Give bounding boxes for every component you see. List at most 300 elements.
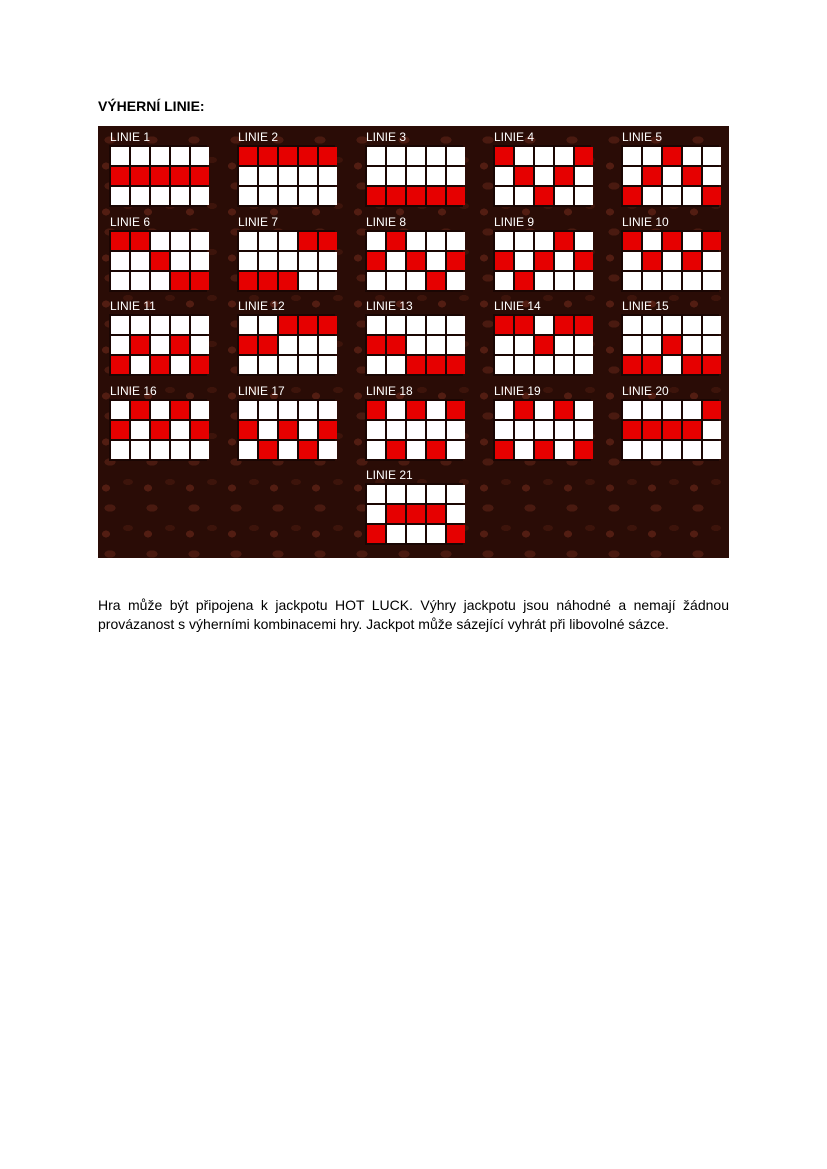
line-cell bbox=[555, 336, 573, 354]
line-cell-active bbox=[535, 252, 553, 270]
line-cell bbox=[663, 316, 681, 334]
line-cell-active bbox=[111, 232, 129, 250]
line-cell bbox=[683, 441, 701, 459]
line-cell bbox=[299, 356, 317, 374]
line-cell bbox=[191, 252, 209, 270]
line-cell bbox=[663, 401, 681, 419]
line-cell bbox=[703, 316, 721, 334]
line-cell-active bbox=[367, 336, 385, 354]
line-cell bbox=[407, 485, 425, 503]
line-cell bbox=[279, 187, 297, 205]
line-card bbox=[103, 216, 205, 292]
line-cell bbox=[663, 187, 681, 205]
line-cell-active bbox=[535, 336, 553, 354]
line-cell bbox=[191, 401, 209, 419]
line-cell bbox=[111, 252, 129, 270]
line-cell-active bbox=[299, 147, 317, 165]
line-cell-active bbox=[171, 272, 189, 290]
line-cell bbox=[575, 232, 593, 250]
line-cell bbox=[387, 485, 405, 503]
line-cell bbox=[259, 401, 277, 419]
line-cell-active bbox=[111, 421, 129, 439]
line-card bbox=[103, 131, 205, 207]
line-cell bbox=[171, 147, 189, 165]
line-cell-active bbox=[367, 401, 385, 419]
line-cell-active bbox=[259, 147, 277, 165]
line-cell bbox=[387, 525, 405, 543]
line-cell bbox=[279, 356, 297, 374]
line-cell bbox=[191, 336, 209, 354]
line-cell-active bbox=[367, 252, 385, 270]
line-label: LINIE 11 bbox=[110, 299, 156, 313]
line-cell bbox=[683, 401, 701, 419]
line-cell bbox=[407, 272, 425, 290]
line-grid bbox=[237, 145, 335, 207]
line-cell bbox=[299, 336, 317, 354]
line-cell bbox=[535, 401, 553, 419]
line-cell bbox=[703, 441, 721, 459]
line-card bbox=[487, 216, 589, 292]
line-cell bbox=[555, 252, 573, 270]
line-grid bbox=[493, 145, 591, 207]
line-cell-active bbox=[703, 232, 721, 250]
line-card bbox=[359, 216, 461, 292]
line-cell-active bbox=[111, 356, 129, 374]
line-cell bbox=[367, 316, 385, 334]
line-grid bbox=[109, 145, 207, 207]
line-cell bbox=[663, 441, 681, 459]
line-cell bbox=[427, 336, 445, 354]
line-cell-active bbox=[191, 421, 209, 439]
line-card bbox=[615, 385, 717, 461]
line-cell bbox=[319, 272, 337, 290]
line-grid bbox=[237, 314, 335, 376]
line-cell-active bbox=[191, 167, 209, 185]
line-label: LINIE 14 bbox=[494, 299, 541, 313]
line-cell bbox=[111, 336, 129, 354]
line-cell bbox=[239, 252, 257, 270]
line-cell-active bbox=[555, 232, 573, 250]
line-cell bbox=[643, 232, 661, 250]
line-cell bbox=[427, 401, 445, 419]
line-card bbox=[359, 300, 461, 376]
line-cell bbox=[239, 441, 257, 459]
line-cell bbox=[171, 187, 189, 205]
line-label: LINIE 12 bbox=[238, 299, 285, 313]
line-cell-active bbox=[495, 252, 513, 270]
line-cell-active bbox=[643, 252, 661, 270]
line-cell bbox=[191, 147, 209, 165]
line-cell bbox=[319, 167, 337, 185]
line-cell bbox=[367, 232, 385, 250]
line-cell bbox=[683, 316, 701, 334]
line-cell bbox=[663, 356, 681, 374]
section-heading: VÝHERNÍ LINIE: bbox=[98, 98, 205, 114]
line-grid bbox=[365, 399, 463, 461]
line-cell bbox=[367, 272, 385, 290]
line-grid bbox=[493, 314, 591, 376]
line-cell bbox=[131, 441, 149, 459]
line-cell bbox=[131, 187, 149, 205]
line-cell-active bbox=[623, 421, 641, 439]
line-label: LINIE 5 bbox=[622, 130, 663, 144]
line-cell-active bbox=[131, 401, 149, 419]
line-cell bbox=[111, 272, 129, 290]
line-cell bbox=[495, 421, 513, 439]
line-cell bbox=[111, 147, 129, 165]
line-card bbox=[231, 216, 333, 292]
line-cell-active bbox=[171, 167, 189, 185]
line-cell-active bbox=[703, 401, 721, 419]
line-cell bbox=[239, 356, 257, 374]
line-cell-active bbox=[111, 167, 129, 185]
line-cell bbox=[643, 401, 661, 419]
line-cell-active bbox=[575, 147, 593, 165]
line-grid bbox=[237, 399, 335, 461]
line-cell bbox=[447, 316, 465, 334]
line-cell bbox=[111, 401, 129, 419]
line-cell bbox=[555, 356, 573, 374]
line-cell bbox=[515, 232, 533, 250]
line-cell bbox=[447, 272, 465, 290]
line-cell bbox=[299, 252, 317, 270]
line-cell-active bbox=[387, 505, 405, 523]
line-cell bbox=[407, 336, 425, 354]
line-cell bbox=[131, 147, 149, 165]
line-cell bbox=[387, 167, 405, 185]
line-cell bbox=[239, 316, 257, 334]
line-cell bbox=[683, 272, 701, 290]
line-cell bbox=[703, 167, 721, 185]
line-cell bbox=[171, 232, 189, 250]
line-cell bbox=[427, 252, 445, 270]
line-cell-active bbox=[131, 232, 149, 250]
line-cell bbox=[191, 232, 209, 250]
line-cell bbox=[171, 441, 189, 459]
line-cell bbox=[367, 505, 385, 523]
line-cell-active bbox=[131, 167, 149, 185]
line-cell-active bbox=[407, 187, 425, 205]
line-cell-active bbox=[643, 421, 661, 439]
line-cell bbox=[575, 187, 593, 205]
line-cell-active bbox=[171, 336, 189, 354]
line-cell bbox=[683, 232, 701, 250]
line-cell bbox=[515, 356, 533, 374]
line-cell bbox=[555, 272, 573, 290]
line-cell bbox=[319, 336, 337, 354]
line-cell-active bbox=[279, 272, 297, 290]
line-cell-active bbox=[427, 187, 445, 205]
line-cell bbox=[171, 421, 189, 439]
line-card bbox=[231, 131, 333, 207]
line-grid bbox=[365, 145, 463, 207]
line-cell bbox=[259, 232, 277, 250]
line-cell bbox=[555, 421, 573, 439]
line-cell-active bbox=[447, 401, 465, 419]
line-cell-active bbox=[495, 441, 513, 459]
line-cell bbox=[191, 316, 209, 334]
line-cell bbox=[367, 421, 385, 439]
line-cell bbox=[111, 316, 129, 334]
line-cell bbox=[703, 252, 721, 270]
line-cell bbox=[623, 272, 641, 290]
line-cell bbox=[279, 336, 297, 354]
line-cell bbox=[239, 167, 257, 185]
line-grid bbox=[621, 145, 719, 207]
line-grid bbox=[493, 399, 591, 461]
line-cell-active bbox=[683, 421, 701, 439]
line-cell-active bbox=[239, 421, 257, 439]
line-grid bbox=[109, 314, 207, 376]
line-cell bbox=[447, 336, 465, 354]
line-cell bbox=[427, 167, 445, 185]
line-cell bbox=[535, 232, 553, 250]
line-cell bbox=[111, 441, 129, 459]
line-cell-active bbox=[259, 441, 277, 459]
line-label: LINIE 9 bbox=[494, 215, 535, 229]
line-label: LINIE 13 bbox=[366, 299, 413, 313]
line-label: LINIE 10 bbox=[622, 215, 669, 229]
winning-lines-panel bbox=[98, 126, 729, 558]
line-cell bbox=[367, 356, 385, 374]
line-cell-active bbox=[535, 441, 553, 459]
line-cell bbox=[131, 316, 149, 334]
line-card bbox=[359, 131, 461, 207]
line-cell-active bbox=[259, 336, 277, 354]
line-card bbox=[615, 300, 717, 376]
line-cell-active bbox=[191, 356, 209, 374]
line-cell bbox=[623, 147, 641, 165]
line-cell-active bbox=[535, 187, 553, 205]
line-label: LINIE 6 bbox=[110, 215, 151, 229]
line-cell bbox=[111, 187, 129, 205]
line-label: LINIE 2 bbox=[238, 130, 279, 144]
line-cell bbox=[427, 421, 445, 439]
line-cell-active bbox=[407, 356, 425, 374]
line-cell bbox=[515, 441, 533, 459]
line-cell bbox=[319, 356, 337, 374]
line-card bbox=[359, 469, 461, 545]
line-cell bbox=[151, 147, 169, 165]
line-card bbox=[615, 216, 717, 292]
line-cell bbox=[387, 421, 405, 439]
line-cell bbox=[239, 187, 257, 205]
line-cell bbox=[703, 272, 721, 290]
line-card bbox=[231, 300, 333, 376]
line-cell-active bbox=[555, 316, 573, 334]
line-cell bbox=[555, 441, 573, 459]
line-cell-active bbox=[623, 356, 641, 374]
line-cell bbox=[319, 401, 337, 419]
line-cell-active bbox=[447, 187, 465, 205]
line-cell bbox=[299, 421, 317, 439]
line-cell bbox=[555, 187, 573, 205]
line-cell bbox=[575, 356, 593, 374]
line-label: LINIE 1 bbox=[110, 130, 151, 144]
line-cell bbox=[495, 187, 513, 205]
line-cell bbox=[259, 167, 277, 185]
line-cell bbox=[387, 316, 405, 334]
line-cell-active bbox=[623, 187, 641, 205]
line-cell bbox=[447, 421, 465, 439]
line-cell bbox=[151, 272, 169, 290]
line-card bbox=[487, 131, 589, 207]
line-cell-active bbox=[495, 316, 513, 334]
line-cell bbox=[683, 147, 701, 165]
line-grid bbox=[365, 230, 463, 292]
line-cell-active bbox=[663, 232, 681, 250]
line-cell bbox=[259, 421, 277, 439]
line-cell bbox=[171, 252, 189, 270]
line-cell bbox=[131, 356, 149, 374]
line-cell-active bbox=[259, 272, 277, 290]
line-cell-active bbox=[427, 356, 445, 374]
jackpot-description: Hra může být připojena k jackpotu HOT LUCK. Výhry jackpotu jsou náhodné a nemají žádnou provázanost s výherními kombinacemi hry. Jackpot může sázející vyhrát při libovolné sázce. bbox=[98, 597, 729, 632]
line-cell-active bbox=[387, 441, 405, 459]
line-grid bbox=[109, 399, 207, 461]
line-cell bbox=[131, 272, 149, 290]
line-cell bbox=[535, 167, 553, 185]
line-cell bbox=[259, 252, 277, 270]
line-cell-active bbox=[387, 232, 405, 250]
line-cell bbox=[623, 441, 641, 459]
line-cell bbox=[387, 147, 405, 165]
line-cell bbox=[683, 187, 701, 205]
line-label: LINIE 16 bbox=[110, 384, 157, 398]
line-cell-active bbox=[367, 525, 385, 543]
line-cell-active bbox=[683, 167, 701, 185]
line-grid bbox=[365, 483, 463, 545]
line-cell bbox=[151, 187, 169, 205]
line-cell bbox=[407, 147, 425, 165]
line-cell bbox=[407, 421, 425, 439]
line-cell bbox=[515, 252, 533, 270]
line-cell-active bbox=[515, 167, 533, 185]
line-cell bbox=[447, 485, 465, 503]
line-cell-active bbox=[407, 401, 425, 419]
line-cell-active bbox=[683, 252, 701, 270]
line-cell bbox=[279, 441, 297, 459]
line-cell bbox=[259, 316, 277, 334]
line-cell-active bbox=[131, 336, 149, 354]
line-card bbox=[487, 385, 589, 461]
line-cell bbox=[623, 336, 641, 354]
line-cell-active bbox=[703, 356, 721, 374]
line-cell-active bbox=[191, 272, 209, 290]
line-cell bbox=[643, 147, 661, 165]
line-cell bbox=[387, 401, 405, 419]
line-cell bbox=[367, 485, 385, 503]
line-cell bbox=[279, 167, 297, 185]
line-cell-active bbox=[299, 232, 317, 250]
line-cell-active bbox=[515, 316, 533, 334]
line-grid bbox=[493, 230, 591, 292]
line-label: LINIE 4 bbox=[494, 130, 535, 144]
line-cell bbox=[575, 167, 593, 185]
line-cell-active bbox=[407, 505, 425, 523]
line-cell-active bbox=[427, 505, 445, 523]
line-cell bbox=[319, 187, 337, 205]
line-cell-active bbox=[427, 441, 445, 459]
line-cell-active bbox=[663, 147, 681, 165]
line-cell bbox=[447, 232, 465, 250]
line-cell bbox=[703, 147, 721, 165]
line-cell bbox=[643, 336, 661, 354]
line-cell bbox=[367, 167, 385, 185]
line-cell bbox=[427, 316, 445, 334]
line-card bbox=[103, 385, 205, 461]
line-grid bbox=[109, 230, 207, 292]
line-cell bbox=[663, 167, 681, 185]
line-cell-active bbox=[663, 336, 681, 354]
line-cell-active bbox=[703, 187, 721, 205]
line-cell bbox=[151, 401, 169, 419]
line-cell-active bbox=[447, 525, 465, 543]
line-cell bbox=[663, 272, 681, 290]
line-cell bbox=[575, 421, 593, 439]
line-cell-active bbox=[575, 316, 593, 334]
line-cell bbox=[515, 336, 533, 354]
line-cell bbox=[259, 356, 277, 374]
line-grid bbox=[365, 314, 463, 376]
line-cell bbox=[495, 401, 513, 419]
line-cell-active bbox=[151, 421, 169, 439]
line-cell bbox=[447, 167, 465, 185]
line-cell-active bbox=[319, 316, 337, 334]
line-cell-active bbox=[319, 421, 337, 439]
line-label: LINIE 18 bbox=[366, 384, 413, 398]
line-cell bbox=[239, 401, 257, 419]
line-cell bbox=[663, 252, 681, 270]
line-cell-active bbox=[387, 187, 405, 205]
line-cell bbox=[643, 272, 661, 290]
line-label: LINIE 19 bbox=[494, 384, 541, 398]
line-cell bbox=[407, 167, 425, 185]
line-cell-active bbox=[239, 272, 257, 290]
line-cell bbox=[259, 187, 277, 205]
line-label: LINIE 17 bbox=[238, 384, 285, 398]
line-cell bbox=[319, 441, 337, 459]
line-cell bbox=[319, 252, 337, 270]
line-cell bbox=[643, 316, 661, 334]
line-cell bbox=[279, 401, 297, 419]
line-cell-active bbox=[447, 356, 465, 374]
line-cell bbox=[447, 147, 465, 165]
line-cell bbox=[643, 187, 661, 205]
line-cell bbox=[643, 441, 661, 459]
line-cell bbox=[575, 272, 593, 290]
line-cell bbox=[623, 401, 641, 419]
line-cell bbox=[299, 167, 317, 185]
line-cell-active bbox=[643, 167, 661, 185]
line-cell bbox=[535, 272, 553, 290]
line-cell bbox=[623, 167, 641, 185]
line-cell-active bbox=[495, 147, 513, 165]
line-cell bbox=[623, 252, 641, 270]
line-cell bbox=[279, 232, 297, 250]
line-cell bbox=[367, 441, 385, 459]
line-cell bbox=[535, 147, 553, 165]
line-cell-active bbox=[279, 147, 297, 165]
line-cell-active bbox=[279, 316, 297, 334]
line-cell-active bbox=[367, 187, 385, 205]
line-cell bbox=[407, 441, 425, 459]
line-cell-active bbox=[447, 252, 465, 270]
line-cell bbox=[279, 252, 297, 270]
line-cell bbox=[367, 147, 385, 165]
line-cell bbox=[495, 336, 513, 354]
line-cell bbox=[151, 441, 169, 459]
